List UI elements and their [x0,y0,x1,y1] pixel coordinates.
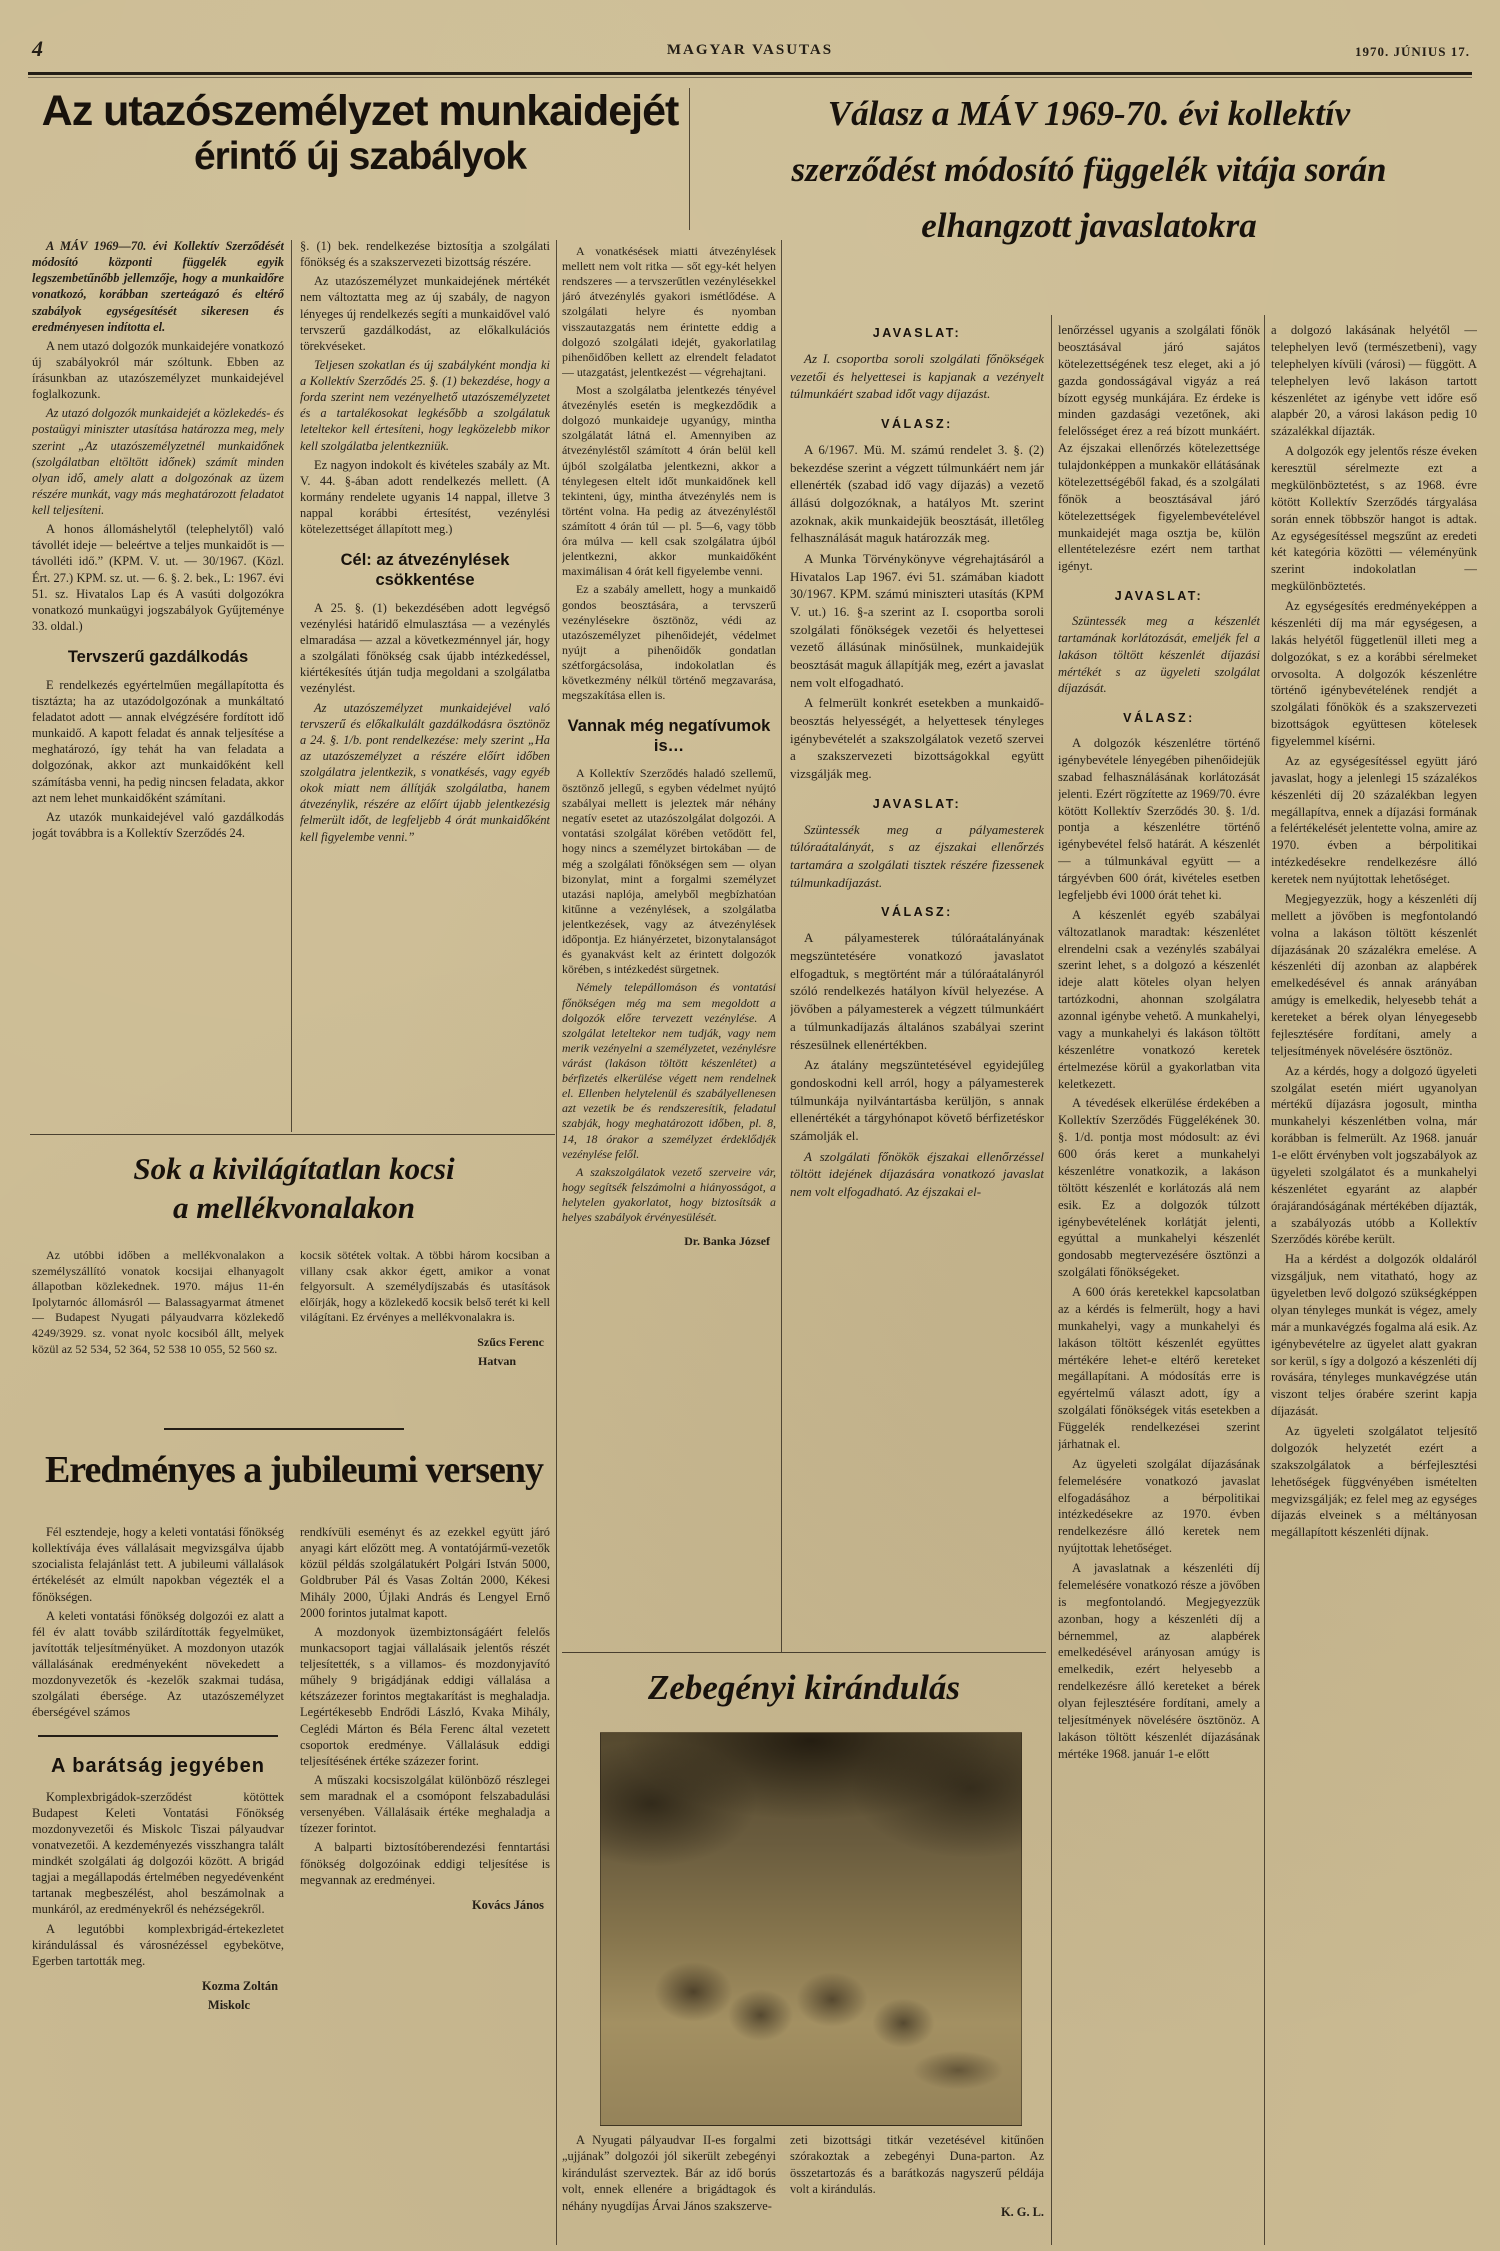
paragraph: A Nyugati pályaudvar II-es forgalmi „ujjának” dolgozói jól sikerült zebegényi kirándulást szerveztek. Bár az idő borús volt, ennek ellenére a brigádtagok és néhány nyugdíjas Árvai János szakszerve- [562,2133,776,2213]
paragraph: Az utazószemélyzet munkaidejének mértékét nem változtatta meg az új szabály, de nagyon lényeges új rendelkezés segíti a munkaidővel való tervszerű gazdálkodást, az előkalkulációs törekvéseket. [300,274,550,353]
paragraph: Az utazó dolgozók munkaidejét a közlekedés- és postaügyi miniszter utasítása határozza meg, mely szerint „Az utazószemélyzetnél munkaidőnek (szolgálatban eltöltött időnek) számít minden olyan idő, amely alatt a dolgozónak az üzem részére munkát, vagy más meghatározott feladatot kell teljesíteni. [32,406,284,517]
paragraph: A nem utazó dolgozók munkaidejére vonatkozó új szabályokról már szóltunk. Ebben az írásunkban az utazószemélyzet munkaidejével foglalkozunk. [32,338,284,402]
byline: Miskolc [208,1998,250,2012]
paragraph: A tévedések elkerülése érdekében a Kollektív Szerződés Függelékének 30. §. 1/d. pontja most módosult: az évi 600 órás keret a munkahelyi készenlétre vonatkozik, a lakáson töltött készenlét e korlátozás alá nem esik. Ez a dolgozók túlzott igénybevételének korlátját jelenti, egyúttal a munkahelyi készenlét gondosabb megtervezésére ösztönzi a szolgálati főnökségeket. [1058,1096,1260,1280]
response-column-c [1271,322,1477,2242]
dark-carriages-headline-line1: Sok a kivilágítatlan kocsi [133,1151,455,1186]
subheading: JAVASLAT: [1114,589,1204,604]
excursion-caption-left [562,2132,776,2244]
left-article-headline [30,88,690,180]
left-headline-line1: Az utazószemélyzet munkaidejét [41,87,679,135]
paragraph: A Kollektív Szerződés haladó szellemű, ösztönző jellegű, s egyben védelmet nyújtó szabályai mellett is jeleztek már néhány negatív esetet az utazószolgálat dolgozói. A vontatási szolgálat körében vetődött fel, hogy nincs a személyzet birtokában — de még a szolgálati főnökségen sem — olyan bizonylat, mint a forgalmi személyzet utazási naplója, amelyből megbízhatóan kitűnne a vezénylések, a szolgálatba jelentkezések, vagy az átvezénylések időpontja. Ez hiányérzetet, bizonytalanságot és gyanakvást kelt az érintett dolgozók körében, s intézkedést sürgetnek. [562,765,776,977]
response-headline-line2: szerződést módosító függelék vitája során [791,150,1387,189]
paragraph: Az utazók munkaidejével való gazdálkodás jogát továbbra is a Kollektív Szerződés 24. [32,809,284,840]
paragraph: Szüntessék meg a készenlét tartamának korlátozását, emeljék fel a lakáson töltött készenlét díjazási mértékét s az ügyeleti szolgálat díjazását. [1058,613,1260,696]
paragraph: A szolgálati főnökök éjszakai ellenőrzéssel töltött idejének díjazására vonatkozó javaslat nem volt elfogadható. Az éjszakai el- [790,1148,1044,1199]
left-article-column-3 [562,244,776,1570]
paragraph: Az az egységesítéssel együtt járó javaslat, hogy a jelenlegi 15 százalékos készenléti díj 20 százalékban legyen megállapítva, ennek a díjazási formának a felértékelését jelentette volna, amire az 1970. évben a bérpolitikai intézkedésekre rendelkezésre álló keretek nem nyújtottak lehetőséget. [1271,753,1477,886]
response-column-a [790,312,1044,1650]
response-headline-line1: Válasz a MÁV 1969-70. évi kollektív [827,94,1351,133]
paragraph: Az a kérdés, hogy a dolgozó ügyeleti szolgálat esetén miért ugyanolyan mértékű díjazásra jogosult, mintha munkahelyi készenlétben volna, már korábban is felmerült. Az 1968. január 1-e előtt érvényben volt jogszabályok az ügyeleti szolgálatot és a munkahelyi készenlétet egyaránt az alapbér órajárandóságának mértékében díjazták, a szabályozás utóbb a Kollektív Szerződés körébe került. [1271,1063,1477,1247]
paragraph: A dolgozók készenlétre történő igénybevétele lényegében pihenőidejük szabad felhasználásának korlátozását jelenti. Ezért rögzítette az 1969/70. évre kötött Kollektív Szerződés 30. §. 1/d. pontja a készenlétre történő igénybevétel felső határát. A készenlét — a túlmunkával együtt — a tárgyévben 600 órát, kivételes esetben legfeljebb évi 1000 órát tehet ki. [1058,736,1260,902]
byline: Kovács János [472,1897,544,1912]
paragraph: Most a szolgálatba jelentkezés tényével átvezénylés esetén is megkezdődik a dolgozó munkaideje ugyanúgy, mintha szolgálatát látná el. Amennyiben az átvezényléstől számított 4 órán belül kell újból szolgálatba jelentkezni, akkor a ténylegesen eltelt időt munkaidőnek kell tekinteni, úgy, mintha átvezénylés nem is történt volna. Ha pedig az átvezényléstől számított 4 órán túl — pl. 5—6, vagy több óra múlva — kell csak szolgálatra újból jelentkezni, akkor munkaidőként maximálisan 4 órát kell figyelembe venni. [562,382,776,579]
paragraph: A javaslatnak a készenléti díj felemelésére vonatkozó része a jövőben is megfontolandó. Megjegyezzük azonban, hogy a készenléti díj a bérnemmel, az alapbérek emelkedésével arányosan amúgy is emelkedik, ezért helyesebb a rendelkezésre álló kereteket a bérek olyan fejlesztésére fordítani, amely a teljesítmények növelésére ösztönöz. A lakáson töltött készenlét díjazásának mértéke 1968. január 1-e előtt [1058,1561,1260,1761]
column-rule-1 [291,240,292,1132]
subheading: JAVASLAT: [872,796,962,811]
byline: Hatvan [477,1353,516,1368]
excursion-headline: Zebegényi kirándulás [647,1668,961,1707]
subheading: JAVASLAT: [872,326,962,340]
paragraph: A balparti biztosítóberendezési fenntartási főnökség dolgozóinak eddigi teljesítése is megvannak az eredményei. [300,1840,550,1887]
paragraph: A pályamesterek túlóraátalányának megszüntetésére vonatkozó javaslatot elfogadtuk, s megtörtént már a túlóraátalányról szóló rendelkezés hatályon kívül helyezése. A jövőben a pályamesterek a végzett túlmunkáért a túlmunkadíjazás általános szabályai szerint részesülnek ellenértékben. [790,930,1044,1052]
subheading: VÁLASZ: [881,417,953,432]
subheading: VÁLASZ: [881,905,953,920]
response-column-b [1058,322,1260,2242]
section-rule-excursion [562,1652,1046,1653]
column-rule-4 [1051,315,1052,2245]
paragraph: Némely telepállomáson és vontatási főnökségen még ma sem megoldott a dolgozók előre tervezett vezénylése. A szolgálat leteltekor nem tudják, vagy nem merik vezényelni a személyzetet, vezénylésre várást (lakáson töltött készenlétet) a bérfizetés elkerülése végett nem rendelnek el. Ellenben helytelenül és szabályellenesen azt vezetik be és rendszeresítik, feladatul szabják, hogy meghatározott időben, pl. 8, 14, 18 órakor a személyzet érdeklődjék vezénylése felől. [562,980,776,1161]
paragraph: Az I. csoportba soroli szolgálati főnökségek vezetői és helyettesei is kapjanak a vezényelt túlmunkáért szabad időt vagy díjazást. [790,351,1044,402]
excursion-caption-right [790,2132,1044,2244]
paragraph: Ez a szabály amellett, hogy a munkaidő gondos beosztására, a tervszerű vezénylésekre ösztönöz, védi az utazószemélyzet pihenőidejét, védelmet nyújt a pihenőidők gondatlan szétforgácsolása, indokolatlan és következmény nélkül történő megzavarása, megszakítása ellen is. [562,582,776,703]
paragraph: Teljesen szokatlan és új szabályként mondja ki a Kollektív Szerződés 25. §. (1) bekezdése, hogy a forda szerint nem vezényelhető utazószemélyzetet és a tartalékosokat legkésőbb a szolgálatuk leteltekor kell értesíteni, hogy legközelebb mikor kell szolgálatba jelentkezniük. [300,357,550,453]
masthead-title: MAGYAR VASUTAS [666,42,834,58]
paragraph: A legutóbbi komplexbrigád-értekezletet kirándulással és városnézéssel egybekötve, Egerben tartották meg. [32,1921,284,1968]
paragraph: A készenlét egyéb szabályai változatlanok maradtak: készenlétet elrendelni csak a vezénylés szabályai szerint lehet, s a dolgozó a készenlét ideje alatt köteles olyan helyen tartózkodni, ahonnan szolgálatra azonnal igénybe vehető. A munkahelyi, vagy a munkahelyi és lakáson töltött készenlétre vonatkozó keretek értelmezése körül a gyakorlatban vita keletkezett. [1058,907,1260,1091]
jubilee-column-left [32,1524,284,2242]
paragraph: Szüntessék meg a pályamesterek túlóraátalányát, s az éjszakai ellenőrzés tartamára a szolgálati tisztek részére fizessenek túlmunkadíjazást. [790,821,1044,890]
paragraph: A honos állomáshelytől (telephelytől) való távollét ideje — beleértve a teljes munkaidőt is — távolléti idő.” (KPM. V. ut. — 30/1967. (Közl. Ért. 27.) KPM. sz. ut. — 6. §. 2. bek., L: 1967. évi 51. sz. Hivatalos Lap és A vasúti dolgozókra vonatkozó munkaügyi jogszabályok Gyűjteménye 33. oldal.) [32,522,284,633]
paragraph: Az átalány megszüntetésével egyidejűleg gondoskodni kell arról, hogy a pályamesterek túlmunkája nyilvántartásba kerüljön, s annak ellenértékét a tárgyhónapot követő bérfizetéskor számolják el. [790,1057,1044,1143]
paragraph: rendkívüli eseményt és az ezekkel együtt járó anyagi kárt előzött meg. A vontatójármű-vezetők közül példás szolgálatukért Polgári István 5000, Goldbruber Pál és Vasas Zoltán 2000, Kékesi Mihály 2000, Újlaki András és Lengyel Ernő 2000 forintos jutalmat kapott. [300,1525,550,1620]
page-header [28,30,1472,70]
section-rule-dark-carriages [30,1134,555,1135]
subheading: Vannak még negatívumok is… [567,717,771,756]
paragraph: Fél esztendeje, hogy a keleti vontatási főnökség kollektívája éves vállalásait megvizsgálva újabb szocialista felajánlást tett. A jubileumi vállalások értékelését az elmúlt napokban végezték el a főnökségen. [32,1525,284,1604]
paragraph: A MÁV 1969—70. évi Kollektív Szerződését módosító központi függelék egyik legszembetűnőbb jellemzője, hogy a munkaidőre vonatkozó, korábban szerteágazó és eltérő szabályok egységesítését sikeresen és eredményesen indította el. [32,239,284,334]
left-article-column-1 [32,238,284,1132]
paragraph: kocsik sötétek voltak. A többi három kocsiban a villany csak akkor égett, amikor a vonat felgyorsult. A személydíjszabás és utasítások előírják, hogy a közlekedő kocsik belső terét ki kell világítani. Ez érvényes a mellékvonalakra is. [300,1248,550,1325]
paragraph: Ez nagyon indokolt és kivételes szabály az Mt. V. 44. §-ában adott rendelkezés mellett. (A kormány rendelete ugyanis 14 nappal, illetve 3 nappal korábbi értesítést, vezénylési kötelezettséget állapított meg.) [300,457,550,537]
paragraph: Az ügyeleti szolgálat díjazásának felemelésére vonatkozó javaslat elfogadásához a bérpolitikai intézkedésekre az 1970. évben rendelkezésre álló keretek nem nyújtottak lehetőséget. [1058,1456,1260,1556]
paragraph: A mozdonyok üzembiztonságáért felelős munkacsoport tagjai vállalásaik jelentős részét teljesítették, s a villamos- és mozdonyjavító műhely 9 brigádjának eddigi vállalása a kétszázezer forintos megtakarítást is meghaladja. Legértékesebb Endrődi László, Kvaka Mihály, Ceglédi Márton és Béla Ferenc által vezetett csoportok eredménye. Vállalásuk eddigi teljesítésének értéke százezer forint. [300,1624,550,1768]
dark-carriages-headline-line2: a mellékvonalakon [173,1189,415,1225]
section-rule-jubilee [164,1428,404,1430]
subheading: Tervszerű gazdálkodás [67,648,249,666]
paragraph: §. (1) bek. rendelkezése biztosítja a szolgálati főnökség és a szakszervezeti bizottság részére. [300,239,550,270]
response-headline-line3: elhangzott javaslatokra [921,206,1257,245]
header-rule-thick [28,72,1472,75]
issue-date: 1970. JÚNIUS 17. [1355,44,1470,59]
paragraph: Ha a kérdést a dolgozók oldaláról vizsgáljuk, nem vitatható, hogy az ügyeletben levő dolgozó szükségképpen olyan tényleges munkát is végez, amely már a munkavégzés fogalma alá esik. Az igénybevételre az ügyelet alatt gyakran sor kerül, s így a dolgozó a készenléti díj rovására, tényleges munkavégzése után viszont teljes órabére szerint kapja díjazását. [1271,1252,1477,1419]
dark-carriages-column-left [32,1248,284,1426]
paragraph: Megjegyezzük, hogy a készenléti díj mellett a jövőben is megfontolandó volna a lakáson töltött készenlét díjazásának 20 százalékra emelése. A készenléti díj azonban az alapbérek emelkedésével és annak arányában amúgy is emelkedik, helyesebb tehát a kereteket a bérek olyan lényegesebb fejlesztésére fordítani, amely a teljesítmények növelésére ösztönöz. [1271,891,1477,1058]
left-headline-line2: érintő új szabályok [193,135,527,179]
jubilee-column-right [300,1524,550,2242]
paragraph: A műszaki kocsiszolgálat különböző részlegei sem maradnak el a csomópont felszabadulási versenyében. Vállalásaik értéke meghaladja a tízezer forintot. [300,1772,550,1836]
column-rule-5 [1264,315,1265,2245]
column-rule-3 [781,240,782,1652]
page-number: 4 [32,36,43,61]
byline: Kozma Zoltán [201,1978,278,1993]
paragraph: A vonatkésések miatti átvezénylések mellett nem volt ritka — sőt egy-két helyen rendszeres — a tervszerűtlen vezénylésekkel járó átvezénylés gyakori ismétlődése. A szolgálati helyre és nyomban visszautazgatás nem érintette eddig a dolgozó szolgálati idejét, gyakorlatilag pihenőidőben kellett az elrendelt feladatot — utazgatást, jelentkezést — végrehajtani. [562,244,776,379]
byline: Szűcs Ferenc [477,1334,544,1349]
subheading: VÁLASZ: [1123,711,1195,726]
paragraph: A 6/1967. Mü. M. számú rendelet 3. §. (2) bekezdése szerint a végzett túlmunkáért nem jár ellenérték (szabad idő vagy díjazás) a vezető állású dolgozóknak, a hatályos Mt. szerint azoknak, akik munkaidejük beosztását, illetőleg felhasználását maguk határozzák meg. [790,442,1044,546]
paragraph: Az egységesítés eredményeképpen a készenléti díj ma már egységesen, a lakás helyétől függetlenül illeti meg a dolgozókat, s ez a korábbi sérelmeket orvosolta. A dolgozók készenlétre történő igénybevételének rendjét a szolgálati főnökök és a szakszervezeti bizottságok együttesen kötelesek figyelemmel kísérni. [1271,599,1477,748]
excursion-photo [600,1732,1022,2126]
dark-carriages-column-right [300,1248,550,1426]
paragraph: Az utazószemélyzet munkaidejével való tervszerű és előkalkulált gazdálkodásra ösztönöz a 24. §. 1/b. pont rendelkezése: mely szerint „Ha az utazószemélyzet a részére előírt időben szolgálatra jelentkezik, s vonatkésés, vagy egyéb okok miatt nem állítják szolgálatba, hanem átvezénylik, részére az előírt újabb jelentkezésig felmerült időt, de legfeljebb 4 órát munkaidőként kell figyelembe venni.” [300,700,550,844]
paragraph: A 25. §. (1) bekezdésében adott legvégső vezénylési határidő elmulasztása — a vezénylés elmaradása — azzal a következménnyel jár, hogy a szolgálati főnökség csak újabb intézkedéssel, kiértékesítés útján tudja megoldani a szolgálatba vezénylést. [300,600,550,696]
headline-divider-rule [689,88,690,230]
paragraph: A szakszolgálatok vezető szerveire vár, hogy segítsék felszámolni a hiányosságot, a helytelen gyakorlatot, hogy biztosítsák a helyes szabályok érvényesülését. [562,1164,776,1225]
paragraph: A dolgozók egy jelentős része éveken keresztül sérelmezte ezt a megkülönböztetést, s az 1968. évre kötött Kollektív Szerződés tárgyalása során ennek többször hangot is adtak. Az egységesítéssel megszűnt az eredeti két kategória közötti — véleményünk szerint indokolatlan — megkülönböztetés. [1271,444,1477,594]
response-article-headline [700,86,1478,254]
paragraph: Az utóbbi időben a mellékvonalakon a személyszállító vonatok kocsijai elhanyagolt állapotban közlekednek. 1970. május 11-én Ipolytarnóc állomásról — Balassagyarmat átmenet — Budapest Nyugati pályaudvarra közlekedő 4249/3929. sz. vonat nyolc kocsiból állt, melyek közül az 52 534, 52 364, 52 538 10 055, 52 560 sz. [32,1248,284,1356]
paragraph: A Munka Törvénykönyve végrehajtásáról a Hivatalos Lap 1967. évi 51. számában kiadott 30/1967. KPM. számú miniszteri utasítás (KPM V. ut.) 16. §-a szerint az I. csoportba soroli szolgálati főnökségek vezetői és helyettesei vezető állásúnak minősülnek, munkaidejük beosztását maguk állapítják meg, ezért a javaslat nem volt elfogadható. [790,551,1044,690]
subheading: A barátság jegyében [51,1754,265,1777]
jubilee-headline: Eredményes a jubileumi verseny [44,1449,544,1491]
subheading: Cél: az átvezénylések csökkentése [340,551,510,590]
paragraph: a dolgozó lakásának helyétől — telephelyen levő (természetbeni), vagy telephelyen kívüli (városi) — függött. A telephelyen levő lakáson tartott készenlétet az igénybe vett időre eső alapbér 20, a városi lakáson pedig 10 százalékkal díjazták. [1271,323,1477,439]
paragraph: A 600 órás keretekkel kapcsolatban az a kérdés is felmerült, hogy a havi munkahelyi, vagy a munkahelyi és lakáson töltött készenlét együttes mértékére lehet-e eltérő kereteket megállapítani. A módosítás erre is egyértelmű választ adott, így a szolgálati főnökségek vitás esetekben a Függelék rendelkezései szerint járhatnak el. [1058,1285,1260,1451]
paragraph: A felmerült konkrét esetekben a munkaidő-beosztás helyességét, a helyettesek tényleges igénybevételét a szakszolgálatok vezető szervei a szakszervezeti bizottságokkal együtt vizsgálják meg. [790,695,1044,782]
dark-carriages-headline [34,1150,554,1228]
paragraph: lenőrzéssel ugyanis a szolgálati főnök beosztásával járó sajátos kötelezettségének tesz eleget, aki a jó gazda gondosságával vigyáz a reá bízott egység munkájára. Ez érdeke is minden gazdasági vezetőnek, aki felelősséget érez a reá bízott munkáért. Az éjszakai ellenőrzés kötelezettsége tulajdonképpen a munkakör ellátásának kötelezettségéből fakad, és a szolgálati főnök a beosztásával járó kötelezettségek figyelembevételével munkaidejét maga osztja be, külön ellentételezésre ezért nem tarthat igényt. [1058,323,1260,574]
byline: Dr. Banka József [684,1234,770,1249]
paragraph: zeti bizottsági titkár vezetésével kitűnően szórakoztak a zebegényi Duna-parton. Az összetartozás és a barátkozás nagyszerű példája volt a kirándulás. [790,2133,1044,2197]
divider-rule [38,1735,278,1737]
paragraph: Komplexbrigádok-szerződést kötöttek Budapest Keleti Vontatási Főnökség mozdonyvezetői és Miskolc Tiszai pályaudvar vonatvezetői. A kezdeményezés visszhangra talált mindkét szolgálati ág dolgozói között. A brigád tagjai a megállapodás értelmében negyedévenként tartanak megbeszélést, ahol beszámolnak a munkáról, az eredményekről és nehézségekről. [32,1789,284,1917]
paragraph: Az ügyeleti szolgálatot teljesítő dolgozók helyzetét ezért a szakszolgálatok a bérfejlesztési lehetőségek függvényében ismételten megvizsgálják; ez felel meg az egységes díjazás elveinek s a méltányosan megállapított készenléti díjnak. [1271,1424,1477,1540]
header-rule-thin [28,77,1472,78]
paragraph: A keleti vontatási főnökség dolgozói ez alatt a fél év alatt tovább szilárdították fegyelmüket, javították teljesítményüket. A mozdonyon utazók vállalásának eredményeként növekedett a mozdonyvezetők és -kezelők szakmai tudása, szolgálati ébersége. Az utazószemélyzet éberségével számos [32,1608,284,1720]
paragraph: E rendelkezés egyértelműen megállapította és tisztázta; ha az utazódolgozónak a munkáltató feladatot adott — annak elvégzésére fordított idő munkaidő. A kapott feladat és annak teljesítése a meghatározó, így tehát ha van feladata a dolgozónak, akkor azt munkaidőként kell számításba venni, ha pedig nincsen feladata, akkor azt nem lehet munkaidőként számítani. [32,677,284,805]
left-article-column-2 [300,238,550,1132]
byline: K. G. L. [1000,2204,1044,2219]
column-rule-2 [556,240,557,2245]
